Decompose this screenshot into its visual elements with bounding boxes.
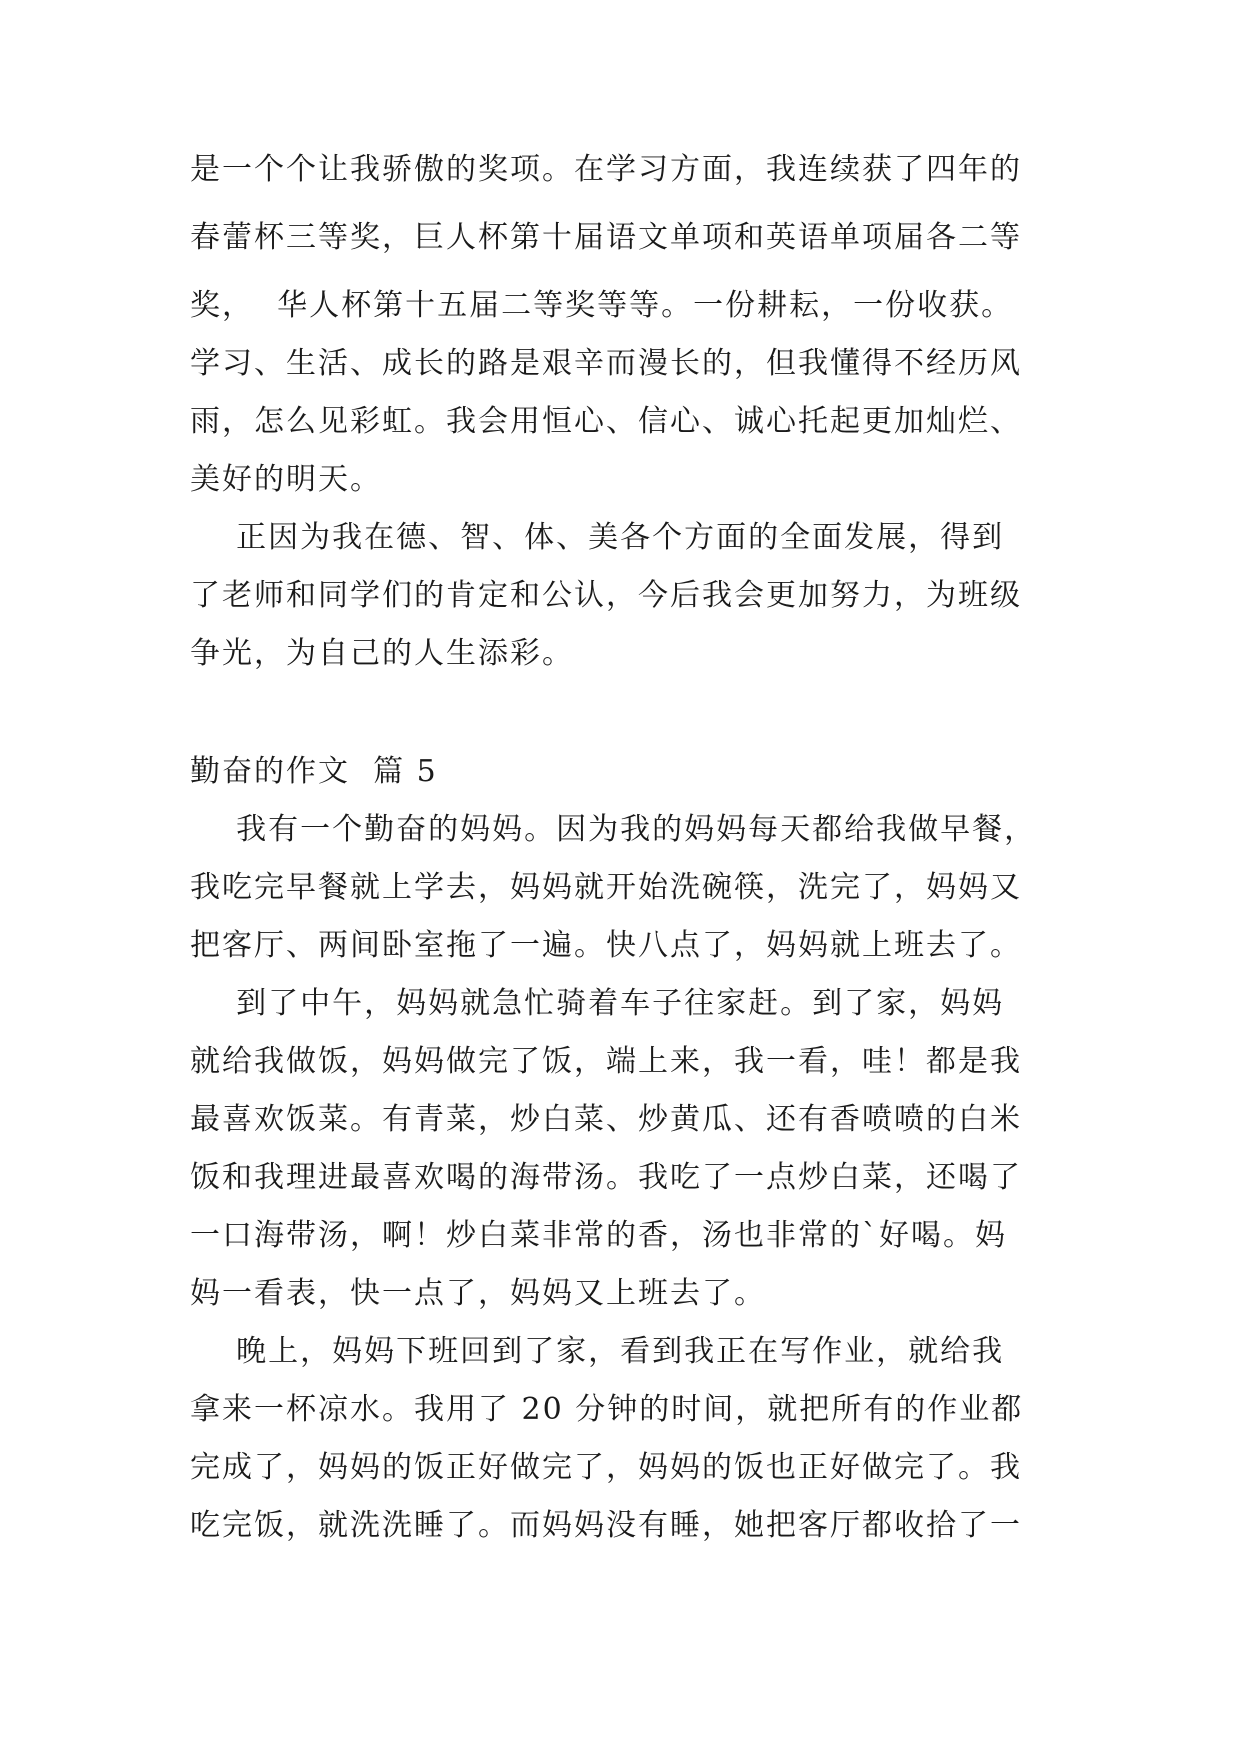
text-line: 了老师和同学们的肯定和公认，今后我会更加努力，为班级: [190, 578, 1022, 613]
text-line: 我吃完早餐就上学去，妈妈就开始洗碗筷，洗完了，妈妈又: [190, 870, 1022, 905]
text-line: 晚上，妈妈下班回到了家，看到我正在写作业，就给我: [190, 1334, 1005, 1369]
text-line: 是一个个让我骄傲的奖项。在学习方面，我连续获了四年的: [190, 152, 1022, 187]
text-line: 一口海带汤，啊！炒白菜非常的香，汤也非常的`好喝。妈: [190, 1218, 1007, 1253]
text-line: 雨，怎么见彩虹。我会用恒心、信心、诚心托起更加灿烂、: [190, 404, 1022, 439]
text-line: 吃完饭，就洗洗睡了。而妈妈没有睡，她把客厅都收拾了一: [190, 1508, 1022, 1543]
text-line: 最喜欢饭菜。有青菜，炒白菜、炒黄瓜、还有香喷喷的白米: [190, 1102, 1022, 1137]
text-line: 我有一个勤奋的妈妈。因为我的妈妈每天都给我做早餐，: [190, 812, 1037, 847]
text-line: 美好的明天。: [190, 462, 382, 497]
text-line: 到了中午，妈妈就急忙骑着车子往家赶。到了家，妈妈: [190, 986, 1005, 1021]
text-line: 春蕾杯三等奖，巨人杯第十届语文单项和英语单项届各二等: [190, 220, 1022, 255]
text-line: 争光，为自己的人生添彩。: [190, 636, 574, 671]
text-line: 妈一看表，快一点了，妈妈又上班去了。: [190, 1276, 766, 1311]
section-heading: 勤奋的作文 篇 5: [190, 754, 438, 789]
text-line: 就给我做饭，妈妈做完了饭，端上来，我一看，哇！都是我: [190, 1044, 1022, 1079]
text-line: 把客厅、两间卧室拖了一遍。快八点了，妈妈就上班去了。: [190, 928, 1022, 963]
text-line: 正因为我在德、智、体、美各个方面的全面发展，得到: [190, 520, 1005, 555]
text-line: 拿来一杯凉水。我用了 20 分钟的时间，就把所有的作业都: [190, 1392, 1024, 1427]
text-line: 学习、生活、成长的路是艰辛而漫长的，但我懂得不经历风: [190, 346, 1022, 381]
text-line: 奖， 华人杯第十五届二等奖等等。一份耕耘，一份收获。: [190, 288, 1014, 323]
text-line: 饭和我理进最喜欢喝的海带汤。我吃了一点炒白菜，还喝了: [190, 1160, 1022, 1195]
text-line: 完成了，妈妈的饭正好做完了，妈妈的饭也正好做完了。我: [190, 1450, 1022, 1485]
